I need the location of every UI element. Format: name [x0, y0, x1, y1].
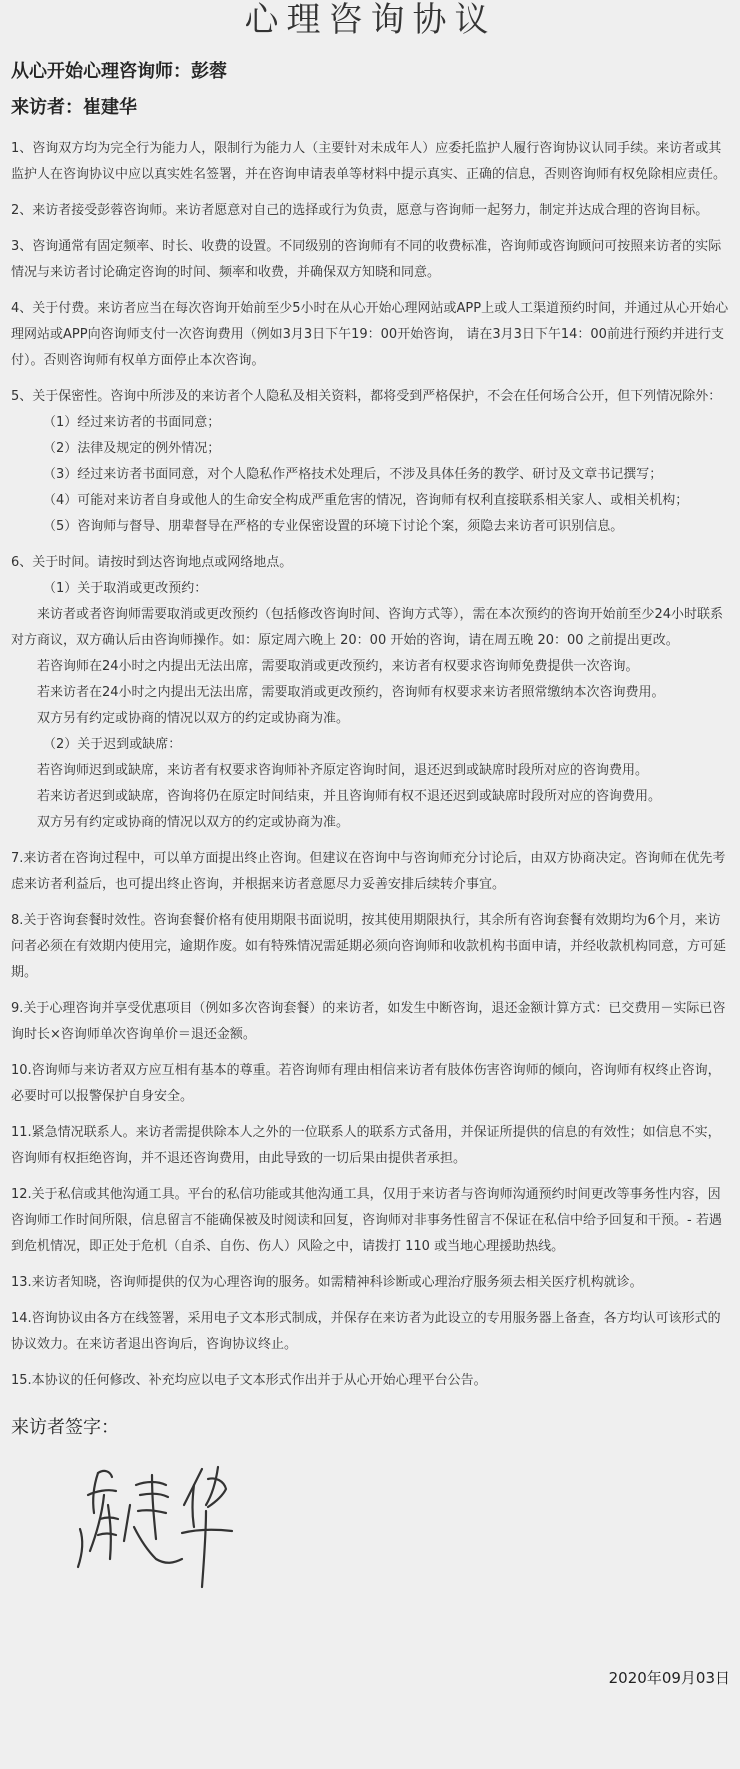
- clause-text: 来访者或者咨询师需要取消或更改预约（包括修改咨询时间、咨询方式等），需在本次预约的咨询开始前至少24小时联系对方商议，双方确认后由咨询师操作。如：原定周六晚上 20：00 开始的咨询，请在周五晚 20：00 之前提出更改。: [11, 607, 724, 648]
- sub-title: （1）关于取消或更改预约：: [43, 581, 208, 596]
- clause-text: 若来访者迟到或缺席，咨询将仍在原定时间结束，并且咨询师有权不退还迟到或缺席时段所对应的咨询费用。: [37, 789, 662, 804]
- clause-12: [11, 1182, 730, 1260]
- clause-text: 1、咨询双方均为完全行为能力人，限制行为能力人（主要针对未成年人）应委托监护人履行咨询协议认同手续。来访者或其监护人在咨询协议中应以真实姓名签署，并在咨询申请表单等材料中提示真实、正确的信息，否则咨询师有权免除相应责任。: [11, 141, 727, 182]
- clause-text: 14.咨询协议由各方在线签署，采用电子文本形式制成，并保存在来访者为此设立的专用服务器上备查，各方均认可该形式的协议效力。在来访者退出咨询后，咨询协议终止。: [11, 1311, 721, 1352]
- list-item: （2）法律及规定的例外情况；: [43, 441, 221, 456]
- clause-text: 9.关于心理咨询并享受优惠项目（例如多次咨询套餐）的来访者，如发生中断咨询，退还金额计算方式：已交费用－实际已咨询时长×咨询师单次咨询单价＝退还金额。: [11, 1001, 726, 1042]
- clause-9: [11, 996, 730, 1048]
- clause-13: [11, 1270, 730, 1296]
- signed-date: 2020年09月03日: [608, 1669, 730, 1687]
- clause-3: [11, 234, 730, 286]
- clause-text: 2、来访者接受彭蓉咨询师。来访者愿意对自己的选择或行为负责，愿意与咨询师一起努力，制定并达成合理的咨询目标。: [11, 203, 709, 218]
- clause-8: [11, 908, 730, 986]
- clause-text: 11.紧急情况联系人。来访者需提供除本人之外的一位联系人的联系方式备用，并保证所提供的信息的有效性；如信息不实，咨询师有权拒绝咨询，并不退还咨询费用，由此导致的一切后果由提供者承担。: [11, 1125, 721, 1166]
- clause-text: 12.关于私信或其他沟通工具。平台的私信功能或其他沟通工具，仅用于来访者与咨询师沟通预约时间更改等事务性内容，因咨询师工作时间所限，信息留言不能确保被及时阅读和回复，咨询师对非事务性留言不保证在私信中给予回复和干预。- 若遇到危机情况，即正处于危机（自杀、自伤、伤人）风险之中，请拨打 110 或当地心理援助热线。: [11, 1187, 722, 1254]
- clause-text: 双方另有约定或协商的情况以双方的约定或协商为准。: [37, 815, 350, 830]
- clause-text: 4、关于付费。来访者应当在每次咨询开始前至少5小时在从心开始心理网站或APP上或人工渠道预约时间，并通过从心开始心理网站或APP向咨询师支付一次咨询费用（例如3月3日下午19：00开始咨询， 请在3月3日下午14：00前进行预约并进行支付）。否则咨询师有权单方面停止本次咨询。: [11, 301, 729, 368]
- clause-text: 若咨询师在24小时之内提出无法出席，需要取消或更改预约，来访者有权要求咨询师免费提供一次咨询。: [37, 659, 639, 674]
- clause-text: 13.来访者知晓，咨询师提供的仅为心理咨询的服务。如需精神科诊断或心理治疗服务须去相关医疗机构就诊。: [11, 1275, 643, 1290]
- signature-label: 来访者签字：: [11, 1417, 119, 1438]
- clause-text: 7.来访者在咨询过程中，可以单方面提出终止咨询。但建议在咨询中与咨询师充分讨论后，由双方协商决定。咨询师在优先考虑来访者利益后，也可提出终止咨询，并根据来访者意愿尽力妥善安排后续转介事宜。: [11, 851, 726, 892]
- clause-7: [11, 846, 730, 898]
- clause-6: [11, 550, 730, 836]
- page-title: 心理咨询协议: [244, 0, 497, 40]
- clause-text: 若咨询师迟到或缺席，来访者有权要求咨询师补齐原定咨询时间，退还迟到或缺席时段所对应的咨询费用。: [37, 763, 649, 778]
- clause-2: [11, 198, 730, 224]
- clauses: [11, 136, 730, 1394]
- clause-4: [11, 296, 730, 374]
- client-line: 来访者：崔建华: [11, 97, 137, 118]
- clause-5: [11, 384, 730, 540]
- clause-11: [11, 1120, 730, 1172]
- clause-text: 8.关于咨询套餐时效性。咨询套餐价格有使用期限书面说明，按其使用期限执行，其余所有咨询套餐有效期均为6个月，来访问者必须在有效期内使用完，逾期作废。如有特殊情况需延期必须向咨询师和收款机构书面申请，并经收款机构同意，方可延期。: [11, 913, 727, 980]
- clause-text: 若来访者在24小时之内提出无法出席，需要取消或更改预约，咨询师有权要求来访者照常缴纳本次咨询费用。: [37, 685, 665, 700]
- clause-text: 3、咨询通常有固定频率、时长、收费的设置。不同级别的咨询师有不同的收费标准，咨询师或咨询顾问可按照来访者的实际情况与来访者讨论确定咨询的时间、频率和收费，并确保双方知晓和同意。: [11, 239, 722, 280]
- clause-15: [11, 1368, 730, 1394]
- counselor-line: 从心开始心理咨询师：彭蓉: [11, 61, 227, 82]
- clause-text: 6、关于时间。请按时到达咨询地点或网络地点。: [11, 555, 293, 570]
- list-item: （5）咨询师与督导、朋辈督导在严格的专业保密设置的环境下讨论个案，须隐去来访者可识别信息。: [43, 519, 624, 534]
- list-item: （1）经过来访者的书面同意；: [43, 415, 221, 430]
- clause-text: 10.咨询师与来访者双方应互相有基本的尊重。若咨询师有理由相信来访者有肢体伤害咨询师的倾向，咨询师有权终止咨询， 必要时可以报警保护自身安全。: [11, 1063, 721, 1104]
- clause-14: [11, 1306, 730, 1358]
- clause-text: 15.本协议的任何修改、补充均应以电子文本形式作出并于从心开始心理平台公告。: [11, 1373, 487, 1388]
- clause-text: 5、关于保密性。咨询中所涉及的来访者个人隐私及相关资料，都将受到严格保护，不会在任何场合公开，但下列情况除外：: [11, 389, 722, 404]
- sub-title: （2）关于迟到或缺席：: [43, 737, 182, 752]
- clause-text: 双方另有约定或协商的情况以双方的约定或协商为准。: [37, 711, 350, 726]
- list-item: （4）可能对来访者自身或他人的生命安全构成严重危害的情况，咨询师有权利直接联系相关家人、或相关机构；: [43, 493, 689, 508]
- clause-1: [11, 136, 730, 188]
- handwritten-signature: [74, 1455, 254, 1595]
- clause-10: [11, 1058, 730, 1110]
- list-item: （3）经过来访者书面同意，对个人隐私作严格技术处理后，不涉及具体任务的教学、研讨及文章书记撰写；: [43, 467, 663, 482]
